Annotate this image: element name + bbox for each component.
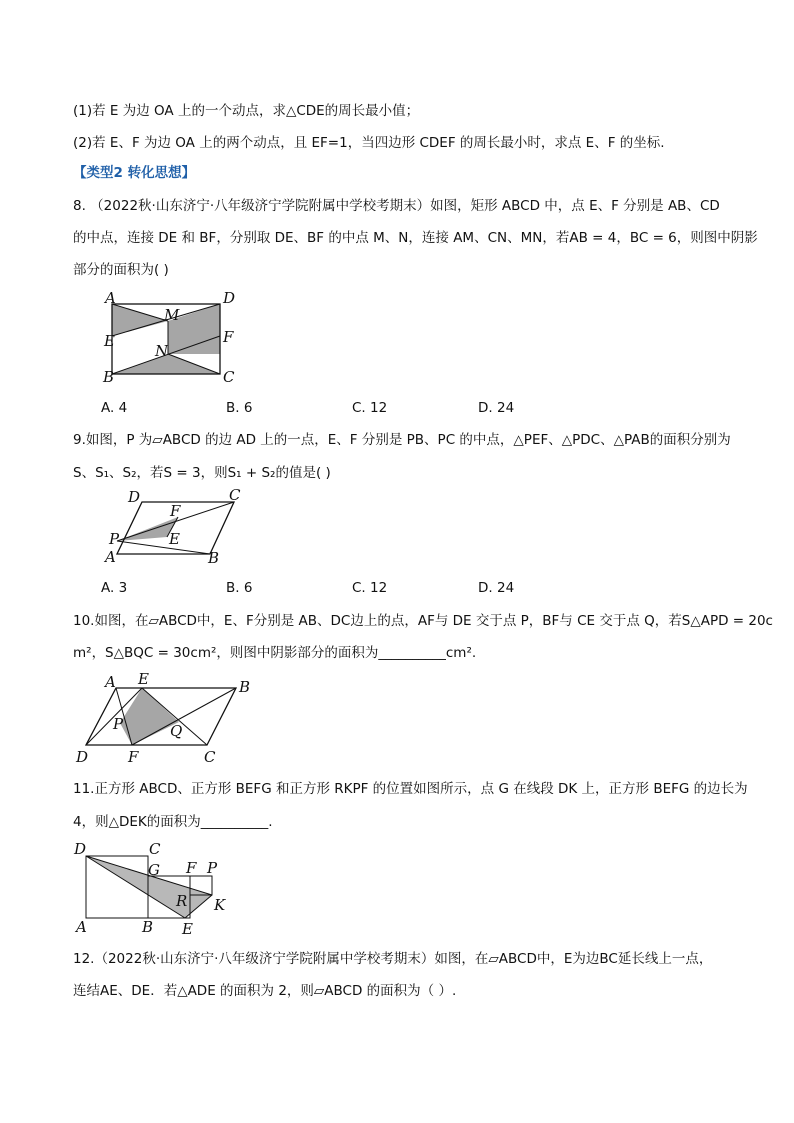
q8-label-D: D bbox=[223, 289, 236, 307]
q8-option-b[interactable]: B. 6 bbox=[226, 400, 253, 416]
q8-line2: 的中点，连接 DE 和 BF，分别取 DE、BF 的中点 M、N，连接 AM、CN、MN，若AB = 4，BC = 6，则图中阴影 bbox=[73, 230, 758, 246]
q9-label-P: P bbox=[109, 530, 120, 548]
q11-label-K: K bbox=[214, 896, 226, 914]
q10-label-F: F bbox=[128, 748, 139, 766]
q9-option-c[interactable]: C. 12 bbox=[352, 580, 388, 596]
q9-figure bbox=[98, 488, 258, 568]
q10-label-P: P bbox=[113, 715, 124, 733]
q11-label-R: R bbox=[176, 892, 188, 910]
q12-line2: 连结AE、DE．若△ADE 的面积为 2，则▱ABCD 的面积为（ ）. bbox=[73, 983, 457, 999]
q9-label-A: A bbox=[105, 548, 116, 566]
q10-label-Q: Q bbox=[170, 722, 183, 740]
q9-label-E: E bbox=[169, 530, 180, 548]
q9-label-B: B bbox=[208, 549, 220, 567]
q8-label-E: E bbox=[104, 332, 115, 350]
q9-label-D: D bbox=[128, 488, 141, 506]
q11-line2: 4，则△DEK的面积为__________. bbox=[73, 814, 273, 830]
q8-label-A: A bbox=[105, 289, 116, 307]
q10-line1: 10.如图，在▱ABCD中，E、F分别是 AB、DC边上的点，AF与 DE 交于点 P，BF与 CE 交于点 Q，若S△APD = 20c bbox=[73, 613, 773, 629]
q10-label-D: D bbox=[76, 748, 89, 766]
q12-line1: 12.（2022秋·山东济宁·八年级济宁学院附属中学校考期末）如图，在▱ABCD中，E为边BC延长线上一点， bbox=[73, 951, 713, 967]
q7-part2: (2)若 E、F 为边 OA 上的两个动点，且 EF=1，当四边形 CDEF 的周长最小时，求点 E、F 的坐标. bbox=[73, 135, 665, 151]
q11-label-A: A bbox=[76, 918, 87, 936]
q11-figure bbox=[72, 840, 242, 940]
q10-figure bbox=[74, 670, 264, 770]
q8-label-C: C bbox=[223, 368, 235, 386]
q8-option-a[interactable]: A. 4 bbox=[101, 400, 128, 416]
q11-label-P: P bbox=[207, 859, 218, 877]
q11-label-G: G bbox=[148, 861, 160, 879]
q8-option-c[interactable]: C. 12 bbox=[352, 400, 388, 416]
q8-label-B: B bbox=[103, 368, 115, 386]
q9-label-F: F bbox=[170, 502, 181, 520]
q7-part1: (1)若 E 为边 OA 上的一个动点，求△CDE的周长最小值； bbox=[73, 103, 420, 119]
q8-label-F: F bbox=[223, 328, 234, 346]
q9-option-d[interactable]: D. 24 bbox=[478, 580, 515, 596]
q8-label-N: N bbox=[155, 342, 169, 360]
q9-option-a[interactable]: A. 3 bbox=[101, 580, 128, 596]
q8-option-d[interactable]: D. 24 bbox=[478, 400, 515, 416]
q10-label-A: A bbox=[105, 673, 116, 691]
q10-line2: m²，S△BQC = 30cm²，则图中阴影部分的面积为__________cm². bbox=[73, 645, 477, 661]
q9-label-C: C bbox=[229, 486, 241, 504]
q8-shade-left bbox=[112, 304, 168, 336]
q8-line3: 部分的面积为( ) bbox=[73, 262, 169, 278]
q11-label-F: F bbox=[186, 859, 197, 877]
q11-label-E: E bbox=[182, 920, 193, 938]
q8-line1: 8. （2022秋·山东济宁·八年级济宁学院附属中学校考期末）如图，矩形 ABCD 中，点 E、F 分别是 AB、CD bbox=[73, 198, 720, 214]
q9-line1: 9.如图，P 为▱ABCD 的边 AD 上的一点，E、F 分别是 PB、PC 的中点，△PEF、△PDC、△PAB的面积分别为 bbox=[73, 432, 731, 448]
q9-option-b[interactable]: B. 6 bbox=[226, 580, 253, 596]
q8-figure bbox=[98, 290, 248, 390]
q10-label-E: E bbox=[138, 670, 149, 688]
q10-label-C: C bbox=[204, 748, 216, 766]
q9-line2: S、S₁、S₂，若S = 3，则S₁ + S₂的值是( ) bbox=[73, 465, 331, 481]
q10-label-B: B bbox=[239, 678, 251, 696]
q11-line1: 11.正方形 ABCD、正方形 BEFG 和正方形 RKPF 的位置如图所示，点 G 在线段 DK 上，正方形 BEFG 的边长为 bbox=[73, 781, 748, 797]
q8-label-M: M bbox=[164, 306, 180, 324]
q11-label-C: C bbox=[149, 840, 161, 858]
q11-label-D: D bbox=[74, 840, 87, 858]
q11-label-B: B bbox=[142, 918, 154, 936]
section-heading: 【类型2 转化思想】 bbox=[73, 165, 196, 181]
